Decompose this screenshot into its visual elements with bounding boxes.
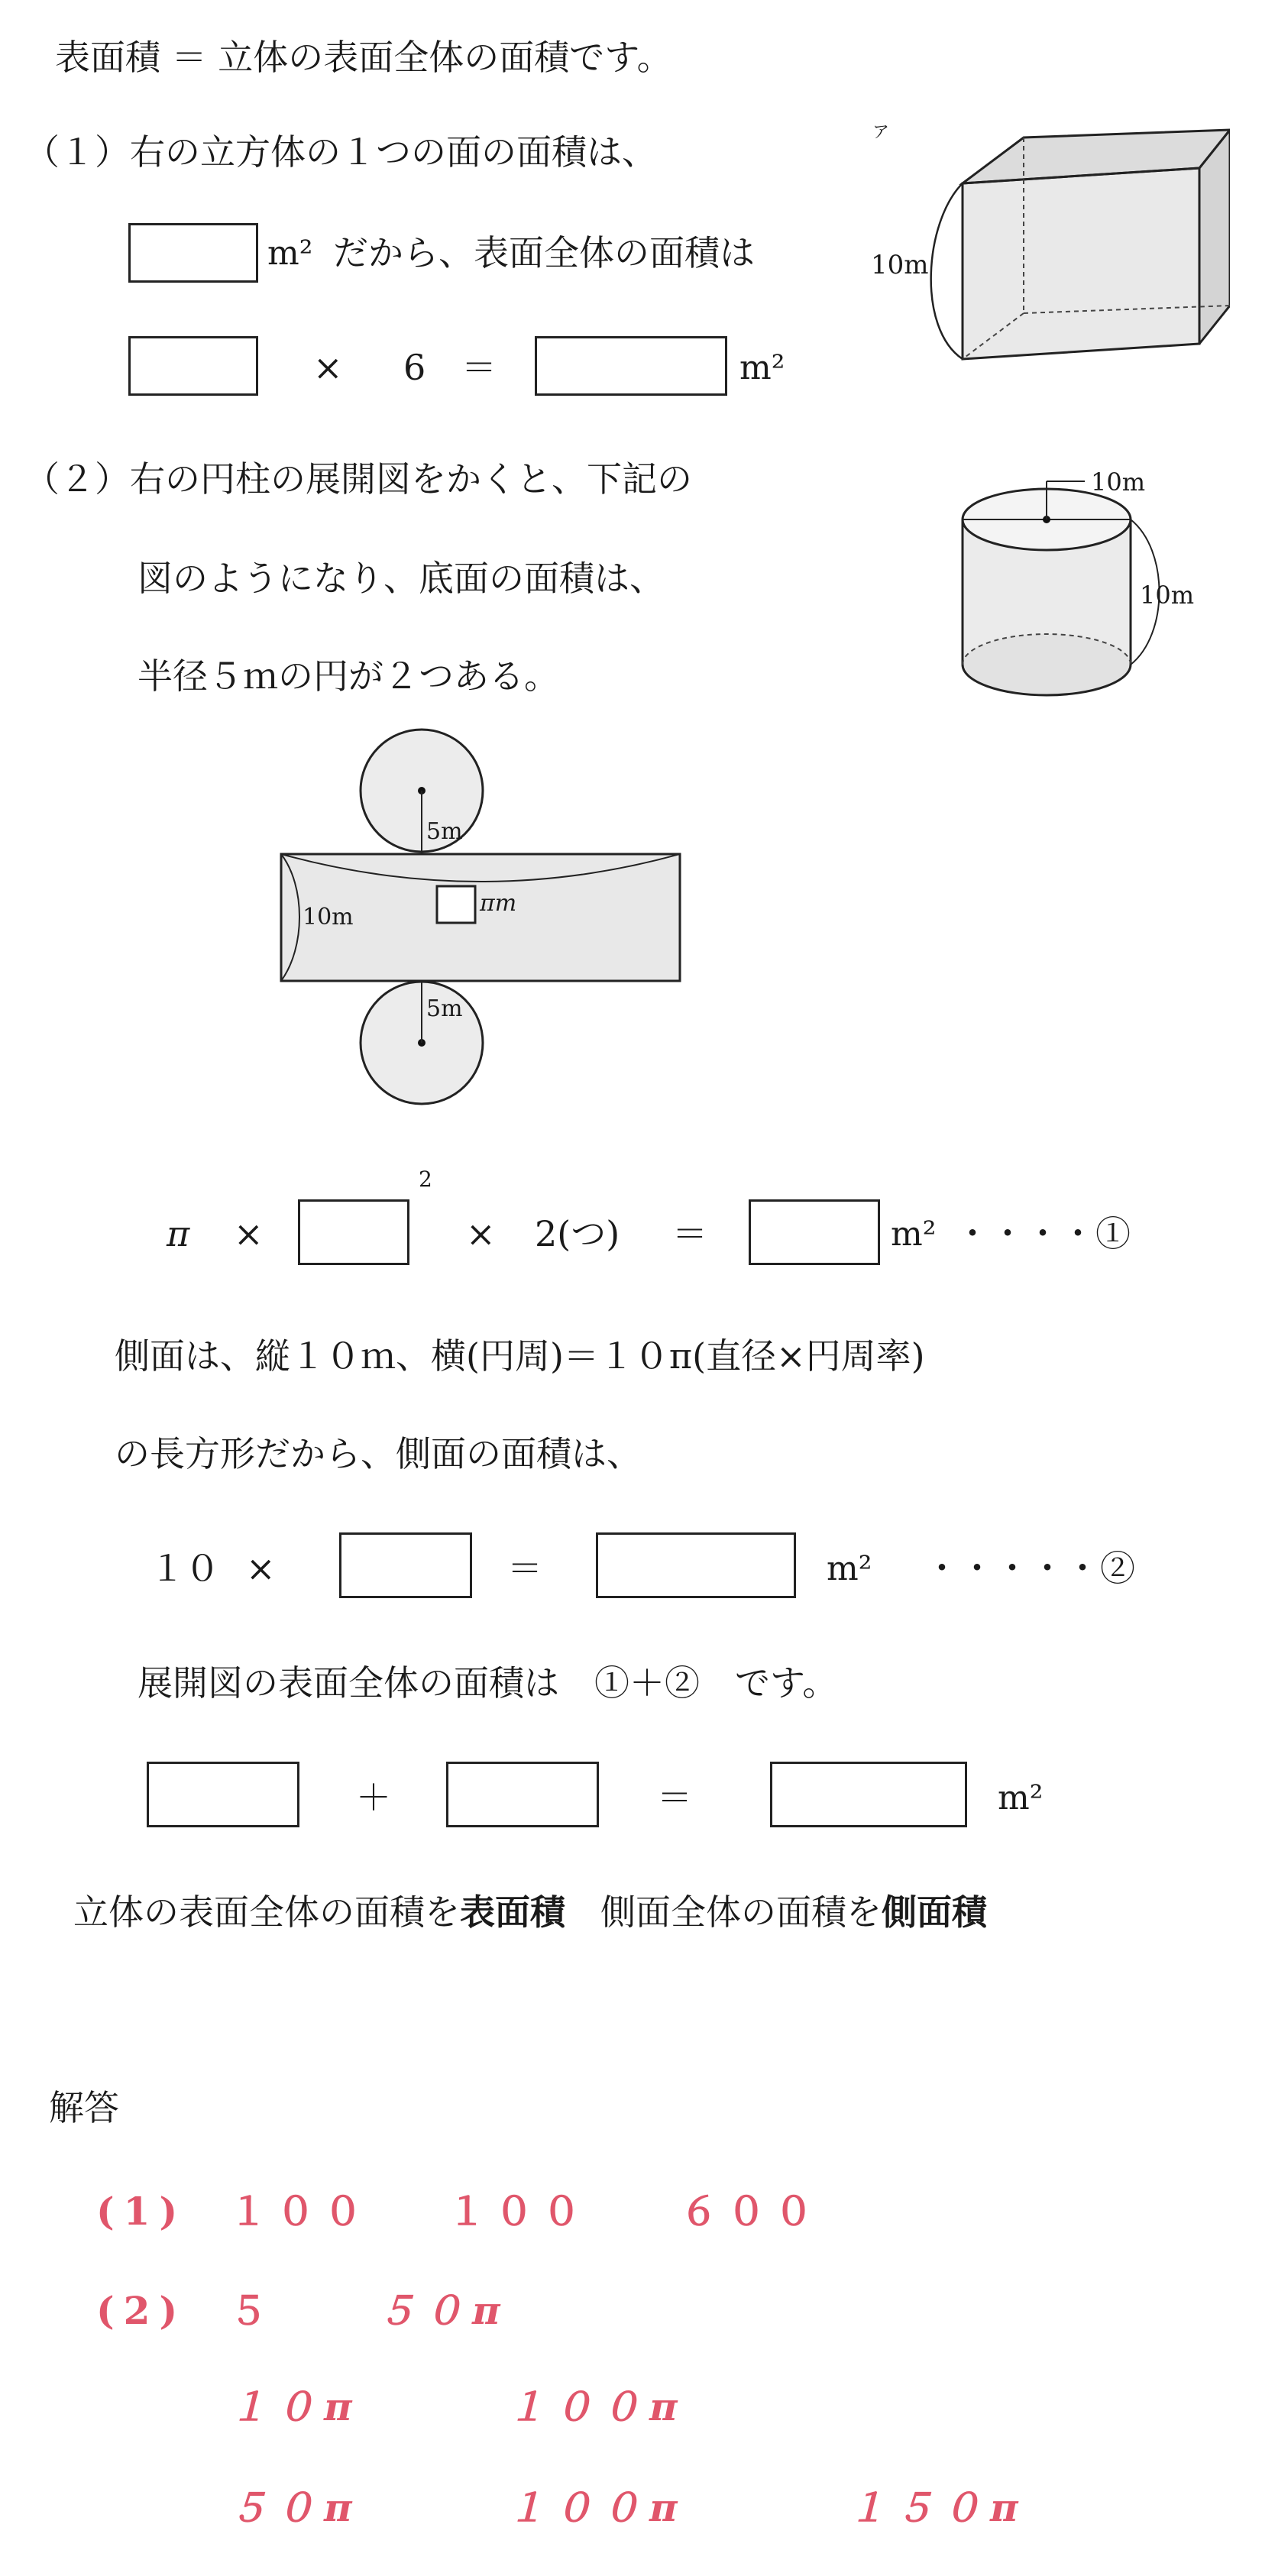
cube-corner-mark: ア	[872, 123, 890, 142]
q2-line2: 図のようになり、底面の面積は、	[138, 558, 665, 599]
eq1-mark: ・・・・①	[955, 1213, 1131, 1254]
q2-line3: 半径５ｍの円が２つある。	[138, 655, 559, 697]
net-radius-bottom-label: 5m	[426, 995, 463, 1022]
eq1-equals: ＝	[672, 1213, 707, 1254]
eq1-unit: m²	[891, 1215, 937, 1254]
eq2-ten: １０	[150, 1548, 220, 1589]
summary	[73, 1892, 987, 1933]
answer-q2-r1-b: ５０π	[377, 2288, 510, 2333]
answers-heading: 解答	[49, 2087, 119, 2128]
net-height-label: 10m	[303, 904, 354, 930]
answer-q1-a: １００	[229, 2189, 371, 2234]
answer-q2-r3-c: １５０π	[848, 2485, 1027, 2530]
answer-q1-c: ６００	[680, 2189, 822, 2234]
q1-line1: （１）右の立方体の１つの面の面積は、	[24, 131, 657, 173]
cube-figure	[871, 115, 1230, 397]
q1-line2: だから、表面全体の面積は	[333, 232, 755, 273]
eq2-equals: ＝	[507, 1548, 542, 1589]
q1-face-area-box[interactable]	[128, 223, 258, 283]
side-line1: 側面は、縦１０ｍ、横(円周)＝１０π(直径×円周率)	[115, 1335, 925, 1377]
eq1-radius-box[interactable]	[298, 1199, 409, 1265]
net-radius-top-label: 5m	[426, 818, 463, 845]
summary-term-lateral: 側面積	[882, 1892, 987, 1933]
eq1-exponent: 2	[419, 1167, 432, 1192]
answer-q2-r2-a: １０π	[229, 2384, 361, 2429]
eq3-plus: ＋	[356, 1777, 391, 1818]
q1-equals: ＝	[461, 347, 497, 388]
answer-q2-r2-b: １００π	[507, 2384, 687, 2429]
eq3-bases-box[interactable]	[147, 1762, 299, 1827]
answer-q1-b: １００	[448, 2189, 590, 2234]
eq1-pi: π	[167, 1213, 190, 1254]
eq2-unit: m²	[827, 1549, 872, 1588]
eq3-total-box[interactable]	[770, 1762, 967, 1827]
cylinder-net-figure	[260, 718, 703, 1115]
q1-six: 6	[403, 347, 426, 388]
summary-term-surface: 表面積	[460, 1892, 565, 1933]
answer-q2-r1-a: ５	[229, 2288, 277, 2333]
eq3-side-box[interactable]	[446, 1762, 599, 1827]
answer-q2-r3-b: １００π	[507, 2485, 687, 2530]
answer-q2-r3-a: ５０π	[229, 2485, 361, 2530]
eq1-result-box[interactable]	[749, 1199, 880, 1265]
intro-text: 表面積 ＝ 立体の表面全体の面積です。	[55, 37, 672, 78]
eq3-equals: ＝	[657, 1777, 692, 1818]
q1-total-area-box[interactable]	[535, 336, 727, 396]
q1-face-box-2[interactable]	[128, 336, 258, 396]
summary-part2: 側面全体の面積を	[565, 1892, 882, 1933]
eq2-circumference-box[interactable]	[339, 1532, 472, 1598]
cylinder-figure	[940, 451, 1260, 710]
net-circumference-label: πm	[480, 890, 517, 917]
eq2-times: ×	[246, 1548, 276, 1589]
summary-part1: 立体の表面全体の面積を	[73, 1892, 460, 1933]
q1-times: ×	[313, 347, 343, 388]
cylinder-height-label: 10m	[1140, 581, 1195, 610]
eq3-unit: m²	[998, 1778, 1044, 1817]
side-line2: の長方形だから、側面の面積は、	[115, 1433, 642, 1474]
eq1-times-1: ×	[234, 1213, 264, 1254]
answer-q1-label: (1)	[96, 2189, 187, 2234]
answer-q2-label: (2)	[96, 2288, 187, 2333]
eq1-count: 2(つ)	[535, 1213, 620, 1254]
eq2-result-box[interactable]	[596, 1532, 796, 1598]
cylinder-diameter-label: 10m	[1091, 468, 1146, 497]
q1-unit-2: m²	[739, 348, 785, 387]
cube-edge-label: 10m	[871, 250, 929, 280]
total-line: 展開図の表面全体の面積は ①＋② です。	[138, 1662, 838, 1704]
q1-unit-1: m²	[267, 234, 313, 273]
eq1-times-2: ×	[466, 1213, 496, 1254]
q2-line1: （２）右の円柱の展開図をかくと、下記の	[24, 458, 692, 500]
eq2-mark: ・・・・・②	[924, 1548, 1135, 1589]
